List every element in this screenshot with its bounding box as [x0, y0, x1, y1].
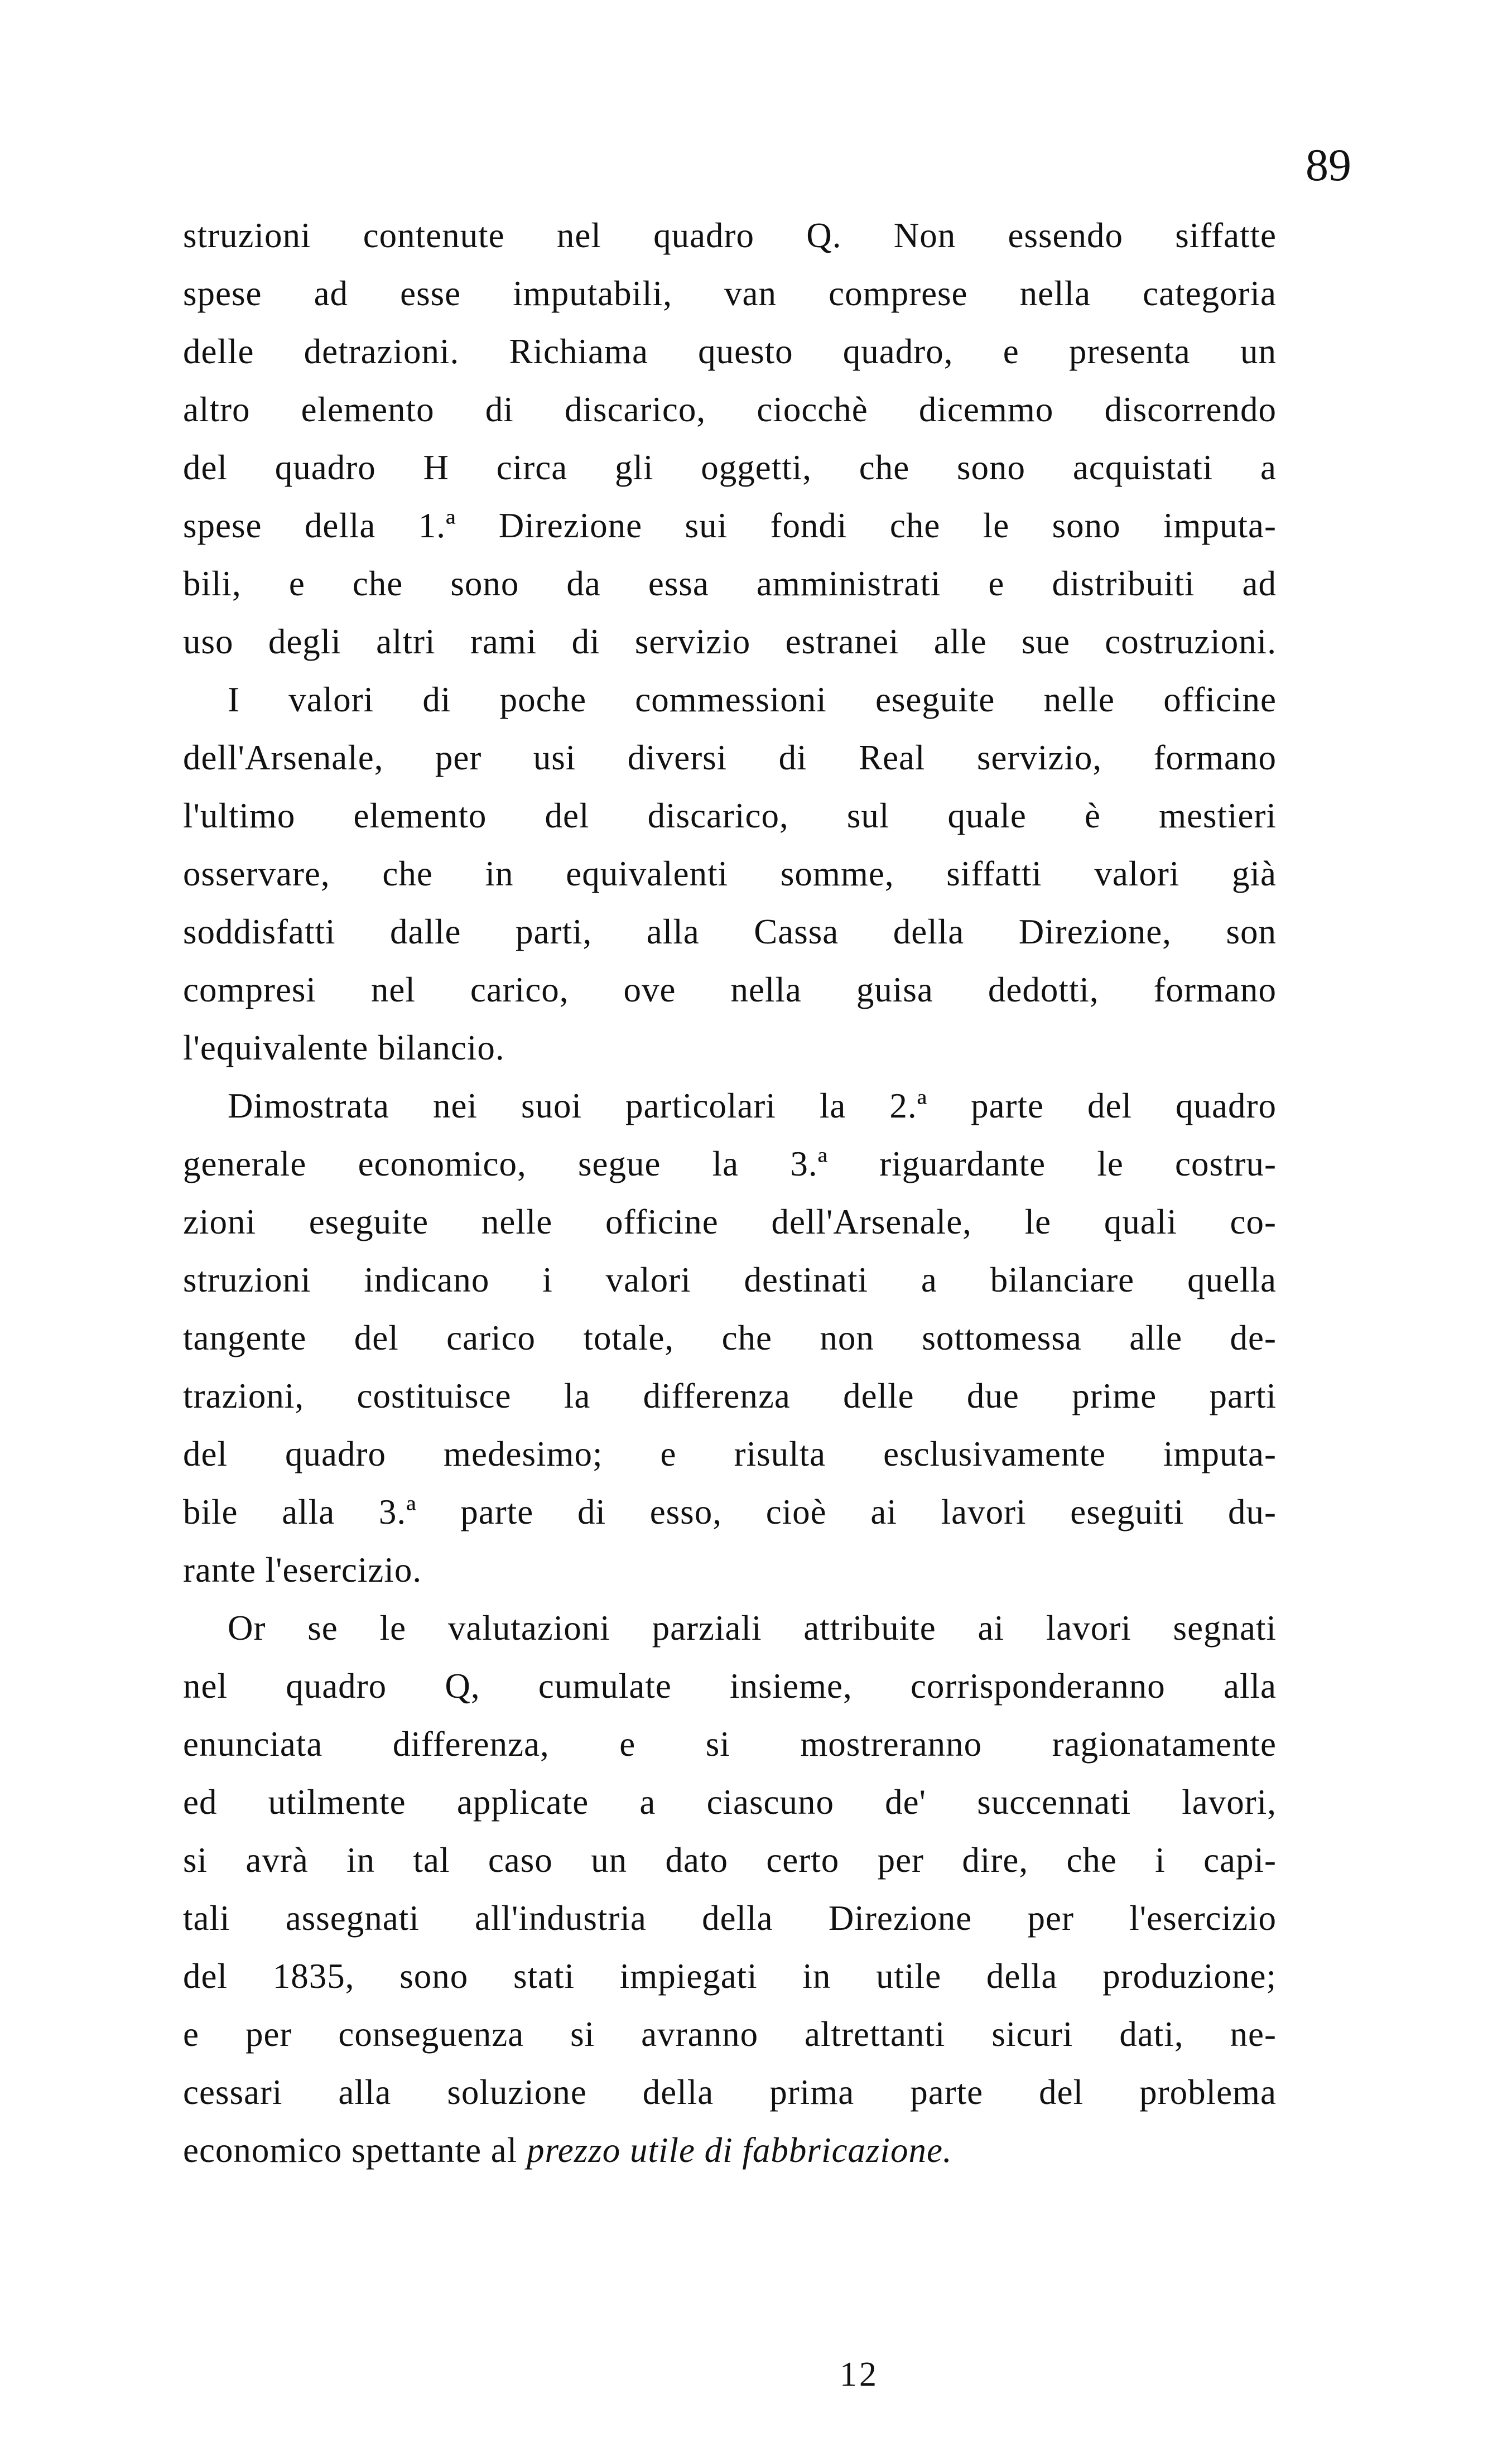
text-line: bile alla 3.ª parte di esso, cioè ai lavori eseguiti du-	[183, 1492, 1277, 1531]
text-line: tali assegnati all'industria della Direzione per l'esercizio	[183, 1899, 1277, 1938]
text-line: spese della 1.ª Direzione sui fondi che le sono imputa-	[183, 506, 1277, 545]
text-line: tangente del carico totale, che non sottomessa alle de-	[183, 1318, 1277, 1357]
text-line: si avrà in tal caso un dato certo per dire, che i capi-	[183, 1841, 1277, 1880]
final-line	[183, 2121, 1277, 2179]
text-line: osservare, che in equivalenti somme, siffatti valori già	[183, 854, 1277, 893]
text-line: del quadro medesimo; e risulta esclusivamente imputa-	[183, 1434, 1277, 1473]
final-line-prefix: economico spettante al	[183, 2131, 527, 2170]
text-line: del quadro H circa gli oggetti, che sono acquistati a	[183, 448, 1277, 487]
text-line: e per conseguenza si avranno altrettanti sicuri dati, ne-	[183, 2015, 1277, 2054]
text-line: bili, e che sono da essa amministrati e distribuiti ad	[183, 564, 1277, 603]
text-line: delle detrazioni. Richiama questo quadro, e presenta un	[183, 332, 1277, 371]
text-line: altro elemento di discarico, ciocchè dicemmo discorrendo	[183, 390, 1277, 429]
text-line: compresi nel carico, ove nella guisa dedotti, formano	[183, 970, 1277, 1009]
text-line: struzioni contenute nel quadro Q. Non essendo siffatte	[183, 216, 1277, 255]
text-line: ed utilmente applicate a ciascuno de' succennati lavori,	[183, 1783, 1277, 1822]
text-line: spese ad esse imputabili, van comprese nella categoria	[183, 274, 1277, 313]
italic-term: prezzo utile di fabbricazione.	[527, 2131, 952, 2170]
paragraph-start-line: Dimostrata nei suoi particolari la 2.ª parte del quadro	[228, 1086, 1277, 1125]
paragraph-start-line: Or se le valutazioni parziali attribuite ai lavori segnati	[228, 1608, 1277, 1648]
text-line: l'ultimo elemento del discarico, sul quale è mestieri	[183, 796, 1277, 835]
text-line: trazioni, costituisce la differenza delle due prime parti	[183, 1376, 1277, 1415]
text-line: cessari alla soluzione della prima parte del problema	[183, 2073, 1277, 2112]
text-line: del 1835, sono stati impiegati in utile della produzione;	[183, 1957, 1277, 1996]
text-line: zioni eseguite nelle officine dell'Arsenale, le quali co-	[183, 1202, 1277, 1241]
text-line: struzioni indicano i valori destinati a bilanciare quella	[183, 1260, 1277, 1299]
text-line: generale economico, segue la 3.ª riguardante le costru-	[183, 1144, 1277, 1183]
paragraph-start-line: I valori di poche commessioni eseguite nelle officine	[228, 680, 1277, 719]
text-line: nel quadro Q, cumulate insieme, corrisponderanno alla	[183, 1667, 1277, 1706]
text-line: soddisfatti dalle parti, alla Cassa della Direzione, son	[183, 912, 1277, 951]
paragraph-end-line: rante l'esercizio.	[183, 1550, 422, 1590]
paragraph-end-line: l'equivalente bilancio.	[183, 1028, 505, 1067]
text-line: uso degli altri rami di servizio estranei alle sue costruzioni.	[183, 622, 1277, 661]
signature-mark: 12	[840, 2356, 879, 2393]
text-line: dell'Arsenale, per usi diversi di Real servizio, formano	[183, 738, 1277, 777]
body-text	[183, 206, 1277, 2179]
page-number: 89	[1306, 139, 1351, 190]
text-line: enunciata differenza, e si mostreranno ragionatamente	[183, 1725, 1277, 1764]
